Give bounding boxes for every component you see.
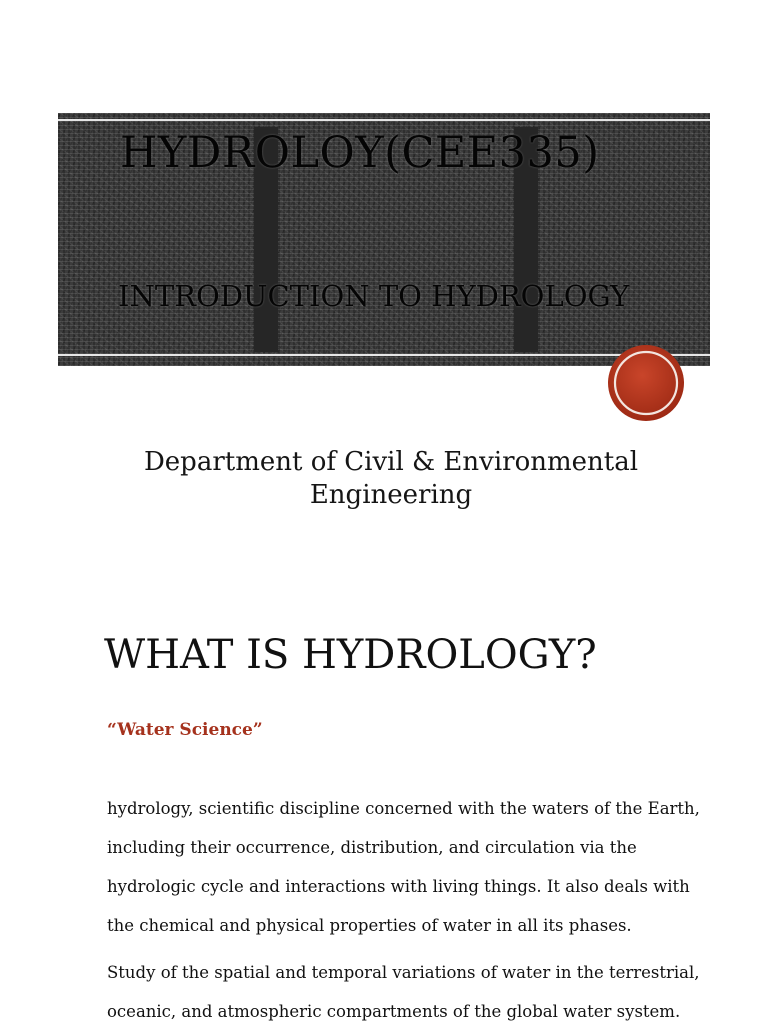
definition-paragraph: hydrology, scientific discipline concerned with the waters of the Earth, including their occurrence, distribution, and circulation via the hydrologic cycle and interactions with living things. It also deals with the chemical and physical properties of water in all its phases. (107, 799, 700, 935)
study-paragraph: Study of the spatial and temporal variations of water in the terrestrial, oceanic, and atmospheric compartments of the global water system. (107, 963, 700, 1021)
badge-outer-disc (608, 345, 684, 421)
section-heading: WHAT IS HYDROLOGY? (104, 632, 597, 678)
red-circle-badge-icon (607, 344, 685, 422)
department-name: Department of Civil & Environmental Engineering (143, 447, 639, 510)
slide-title: HYDROLOY(CEE335) (120, 128, 600, 178)
banner-top-rule (58, 119, 710, 121)
tagline: “Water Science” (107, 720, 263, 740)
title-banner (58, 113, 710, 366)
slide-subtitle: INTRODUCTION TO HYDROLOGY (118, 279, 630, 313)
